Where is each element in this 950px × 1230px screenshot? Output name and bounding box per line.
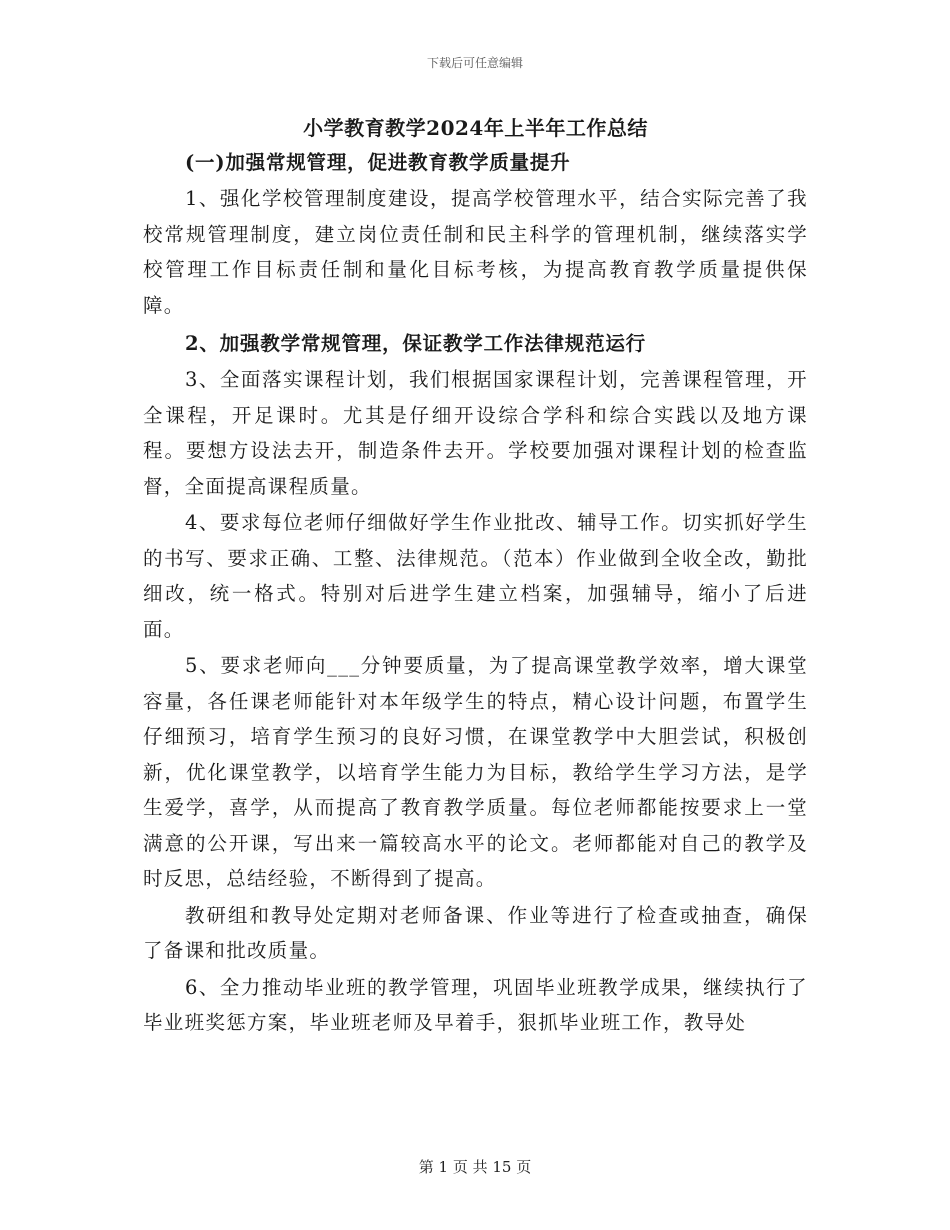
paragraph-research: 教研组和教导处定期对老师备课、作业等进行了检查或抽查，确保了备课和批改质量。	[143, 903, 808, 962]
section-heading-1: (一)加强常规管理，促进教育教学质量提升	[185, 151, 571, 174]
paragraph-3: 3、全面落实课程计划，我们根据国家课程计划，完善课程管理，开全课程，开足课时。尤其是仔细开设综合学科和综合实践以及地方课程。要想方设法去开，制造条件去开。学校要加强对课程计划的检查监督，全面提高课程质量。	[143, 368, 808, 498]
document-body	[143, 112, 808, 1041]
paragraph-6: 6、全力推动毕业班的教学管理，巩固毕业班教学成果，继续执行了毕业班奖惩方案，毕业班老师及早着手，狠抓毕业班工作，教导处	[143, 975, 808, 1034]
paragraph-4: 4、要求每位老师仔细做好学生作业批改、辅导工作。切实抓好学生的书写、要求正确、工整、法律规范。（范本）作业做到全收全改，勤批细改，统一格式。特别对后进学生建立档案，加强辅导，缩小了后进面。	[143, 511, 808, 641]
paragraph-5: 5、要求老师向___分钟要质量，为了提高课堂教学效率，增大课堂容量，各任课老师能针对本年级学生的特点，精心设计问题，布置学生仔细预习，培育学生预习的良好习惯，在课堂教学中大胆尝试，积极创新，优化课堂教学，以培育学生能力为目标，教给学生学习方法，是学生爱学，喜学，从而提高了教育教学质量。每位老师都能按要求上一堂满意的公开课，写出来一篇较高水平的论文。老师都能对自己的教学及时反思，总结经验，不断得到了提高。	[143, 654, 808, 890]
section-heading-2: 2、加强教学常规管理，保证教学工作法律规范运行	[185, 332, 646, 355]
paragraph-1: 1、强化学校管理制度建设，提高学校管理水平，结合实际完善了我校常规管理制度，建立岗位责任制和民主科学的管理机制，继续落实学校管理工作目标责任制和量化目标考核，为提高教育教学质量提供保障。	[143, 187, 808, 317]
page-header: 下载后可任意编辑	[426, 56, 523, 70]
page-number: 第 1 页 共 15 页	[418, 1158, 532, 1176]
document-title: 小学教育教学2024年上半年工作总结	[303, 116, 648, 140]
